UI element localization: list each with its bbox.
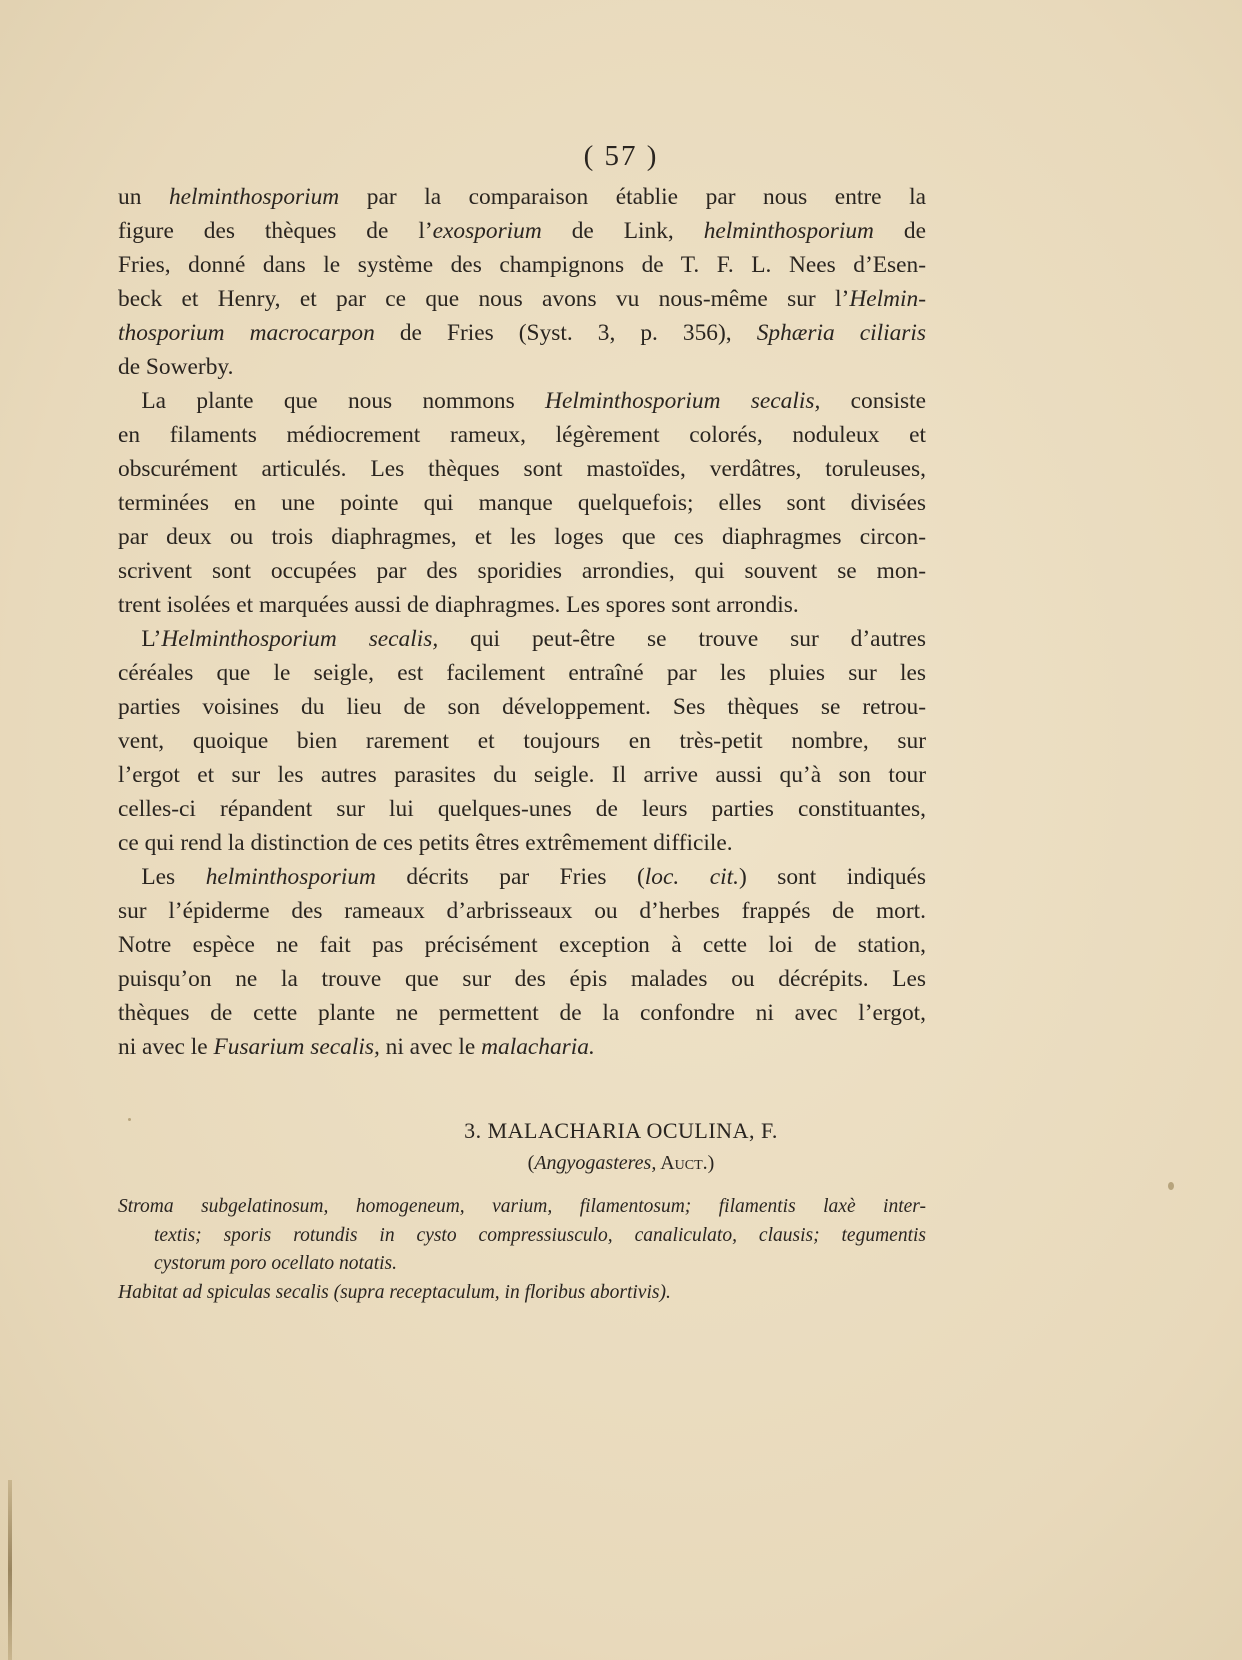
description-line: Stroma subgelatinosum, homogeneum, varium, filamentosum; filamentis laxè inter- xyxy=(118,1196,926,1217)
text-line: l’ergot et sur les autres parasites du seigle. Il arrive aussi qu’à son tour xyxy=(118,762,926,788)
description-line: cystorum poro ocellato notatis. xyxy=(154,1253,398,1274)
text-line: Fries, donné dans le système des champignons de T. F. L. Nees d’Esen- xyxy=(118,252,926,278)
text-line: de Sowerby. xyxy=(118,354,234,380)
text-line: scrivent sont occupées par des sporidies arrondies, qui souvent se mon- xyxy=(118,558,926,584)
text-line: vent, quoique bien rarement et toujours en très-petit nombre, sur xyxy=(118,728,926,754)
body-text xyxy=(118,180,926,1064)
text-line: La plante que nous nommons Helminthosporium secalis, consiste xyxy=(141,388,926,414)
text-line: un helminthosporium par la comparaison établie par nous entre la xyxy=(118,184,926,210)
text-line: Les helminthosporium décrits par Fries (loc. cit.) sont indiqués xyxy=(141,864,927,890)
text-line: par deux ou trois diaphragmes, et les loges que ces diaphragmes circon- xyxy=(118,524,926,550)
ink-spot xyxy=(1168,1182,1174,1190)
habitat-line: Habitat ad spiculas secalis (supra receptaculum, in floribus abortivis). xyxy=(118,1281,671,1303)
text-line: parties voisines du lieu de son développement. Ses thèques se retrou- xyxy=(118,694,926,720)
text-line: L’Helminthosporium secalis, qui peut-être se trouve sur d’autres xyxy=(141,626,927,652)
description-line: textis; sporis rotundis in cysto compressiusculo, canaliculato, clausis; tegumentis xyxy=(154,1224,926,1246)
latin-description xyxy=(118,1193,926,1307)
page-edge-shadow xyxy=(8,1480,12,1660)
text-line: terminées en une pointe qui manque quelquefois; elles sont divisées xyxy=(118,490,926,516)
text-line: trent isolées et marquées aussi de diaphragmes. Les spores sont arrondis. xyxy=(118,592,799,618)
text-line: figure des thèques de l’exosporium de Link, helminthosporium de xyxy=(118,218,926,244)
text-line: en filaments médiocrement rameux, légèrement colorés, noduleux et xyxy=(118,422,926,448)
text-line: sur l’épiderme des rameaux d’arbrisseaux ou d’herbes frappés de mort. xyxy=(118,898,926,924)
text-line: obscurément articulés. Les thèques sont mastoïdes, verdâtres, toruleuses, xyxy=(118,456,926,482)
ink-spot xyxy=(128,1118,131,1121)
text-line: Notre espèce ne fait pas précisément exception à cette loi de station, xyxy=(118,932,926,958)
text-line: beck et Henry, et par ce que nous avons vu nous-même sur l’Helmin- xyxy=(118,286,926,312)
text-line: puisqu’on ne la trouve que sur des épis malades ou décrépits. Les xyxy=(118,966,926,992)
text-line: ni avec le Fusarium secalis, ni avec le malacharia. xyxy=(118,1034,595,1060)
text-line: celles-ci répandent sur lui quelques-unes de leurs parties constituantes, xyxy=(118,796,926,822)
text-line: thosporium macrocarpon de Fries (Syst. 3, p. 356), Sphæria ciliaris xyxy=(118,320,926,346)
page-number: ( 57 ) xyxy=(583,140,659,172)
text-line: thèques de cette plante ne permettent de la confondre ni avec l’ergot, xyxy=(118,1000,926,1026)
text-line: ce qui rend la distinction de ces petits êtres extrêmement difficile. xyxy=(118,830,733,856)
text-line: céréales que le seigle, est facilement entraîné par les pluies sur les xyxy=(118,660,926,686)
section-subtitle: (Angyogasteres, Auct.) xyxy=(527,1152,715,1174)
section-title: 3. MALACHARIA OCULINA, F. xyxy=(464,1118,778,1143)
